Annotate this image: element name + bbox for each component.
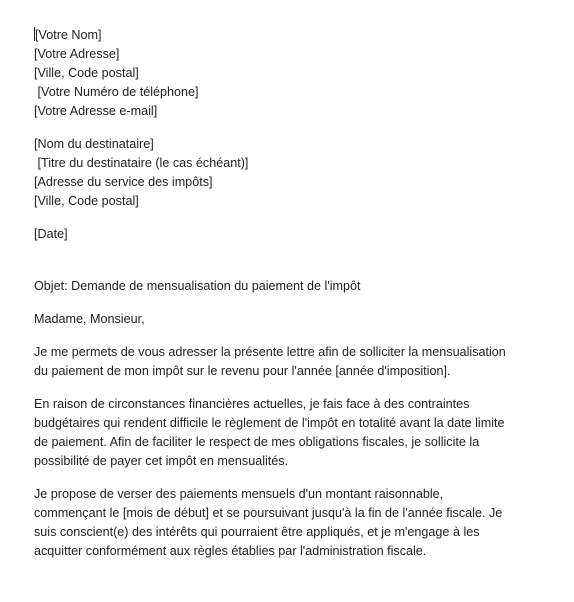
letter-document[interactable]: [34, 26, 554, 561]
recipient-city: [Ville, Code postal]: [34, 194, 139, 208]
paragraph-line: de paiement. Afin de faciliter le respect de mes obligations fiscales, je sollicite la: [34, 435, 480, 449]
paragraph-line: suis conscient(e) des intérêts qui pourraient être appliqués, et je m'engage à les: [34, 525, 480, 539]
paragraph-line: En raison de circonstances financières actuelles, je fais face à des contraintes: [34, 397, 470, 411]
sender-city: [Ville, Code postal]: [34, 66, 139, 80]
sender-address: [Votre Adresse]: [34, 47, 120, 61]
paragraph-2: [34, 395, 554, 471]
paragraph-line: du paiement de mon impôt sur le revenu pour l'année [année d'imposition].: [34, 364, 451, 378]
paragraph-line: Je propose de verser des paiements mensuels d'un montant raisonnable,: [34, 487, 444, 501]
sender-name-line: [34, 26, 554, 45]
recipient-name: [Nom du destinataire]: [34, 137, 154, 151]
paragraph-line: acquitter conformément aux règles établies par l'administration fiscale.: [34, 544, 427, 558]
sender-email: [Votre Adresse e-mail]: [34, 104, 158, 118]
sender-block: [34, 26, 554, 121]
recipient-title: [Titre du destinataire (le cas échéant)]: [34, 156, 249, 170]
paragraph-3: [34, 485, 554, 561]
letter-subject: Objet: Demande de mensualisation du paiement de l'impôt: [34, 279, 361, 293]
paragraph-line: possibilité de payer cet impôt en mensualités.: [34, 454, 289, 468]
paragraph-line: commençant le [mois de début] et se poursuivant jusqu'à la fin de l'année fiscale. Je: [34, 506, 503, 520]
paragraph-line: budgétaires qui rendent difficile le règlement de l'impôt en totalité avant la date limite: [34, 416, 505, 430]
recipient-block: [34, 135, 554, 211]
letter-salutation: Madame, Monsieur,: [34, 312, 145, 326]
letter-date: [Date]: [34, 227, 68, 241]
sender-phone: [Votre Numéro de téléphone]: [34, 85, 199, 99]
paragraph-line: Je me permets de vous adresser la présente lettre afin de solliciter la mensualisation: [34, 345, 506, 359]
recipient-service: [Adresse du service des impôts]: [34, 175, 213, 189]
paragraph-1: [34, 343, 554, 381]
sender-name: [Votre Nom]: [35, 28, 102, 42]
